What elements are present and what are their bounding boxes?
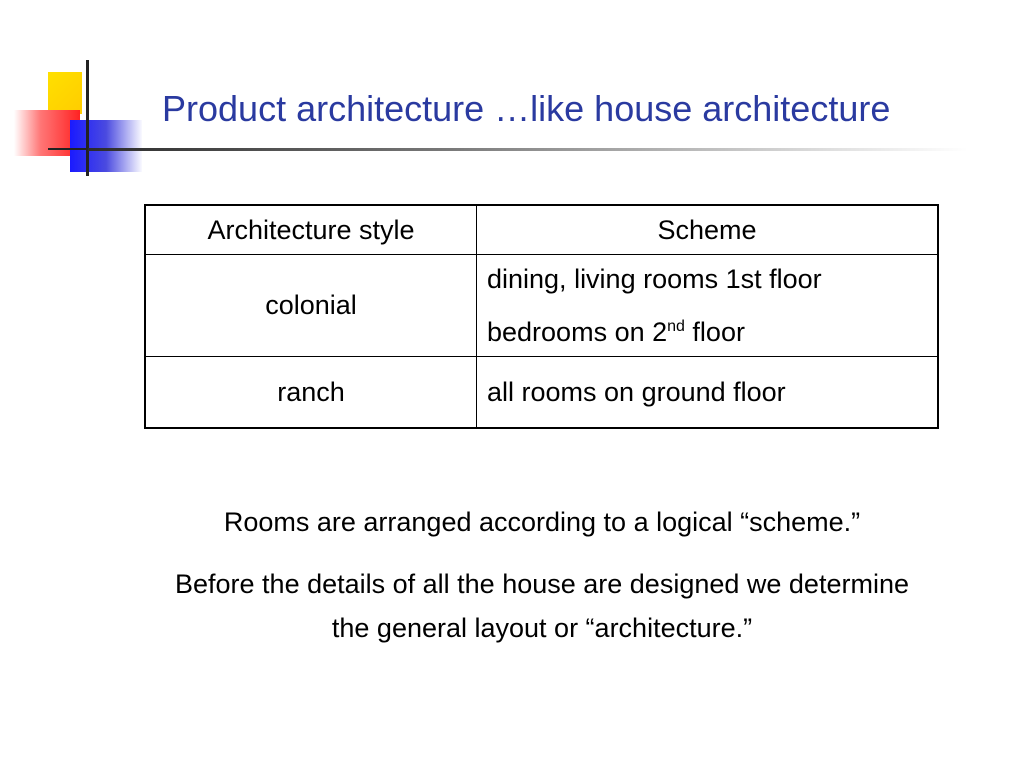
body-paragraph-1: Rooms are arranged according to a logical “scheme.”	[223, 507, 861, 537]
ordinal-superscript: nd	[667, 318, 685, 335]
body-paragraph-2	[60, 562, 1024, 650]
body-paragraph-2-line-1: Before the details of all the house are designed we determine	[175, 569, 909, 599]
style-cell-colonial: colonial	[146, 255, 477, 357]
header-scheme: Scheme	[477, 206, 938, 255]
table-row	[146, 255, 938, 357]
scheme-cell-colonial	[477, 255, 938, 357]
body-paragraph-2-line-2: the general layout or “architecture.”	[331, 613, 753, 643]
header-architecture-style: Architecture style	[146, 206, 477, 255]
scheme-line-1: dining, living rooms 1st floor	[487, 264, 822, 294]
logo-vertical-line	[86, 60, 89, 176]
slide-title: Product architecture …like house architecture	[162, 88, 891, 129]
scheme-line-2-prefix: bedrooms on 2	[487, 317, 668, 347]
table-row	[146, 357, 938, 428]
title-underline	[88, 148, 968, 151]
architecture-table	[145, 205, 938, 428]
logo-blue-square	[70, 120, 142, 172]
scheme-line-2	[487, 303, 927, 356]
logo-graphic	[0, 0, 160, 190]
logo-yellow-square	[48, 72, 82, 114]
scheme-cell-ranch: all rooms on ground floor	[477, 357, 938, 428]
scheme-line-2-suffix: floor	[684, 317, 745, 347]
table-header-row	[146, 206, 938, 255]
style-cell-ranch: ranch	[146, 357, 477, 428]
